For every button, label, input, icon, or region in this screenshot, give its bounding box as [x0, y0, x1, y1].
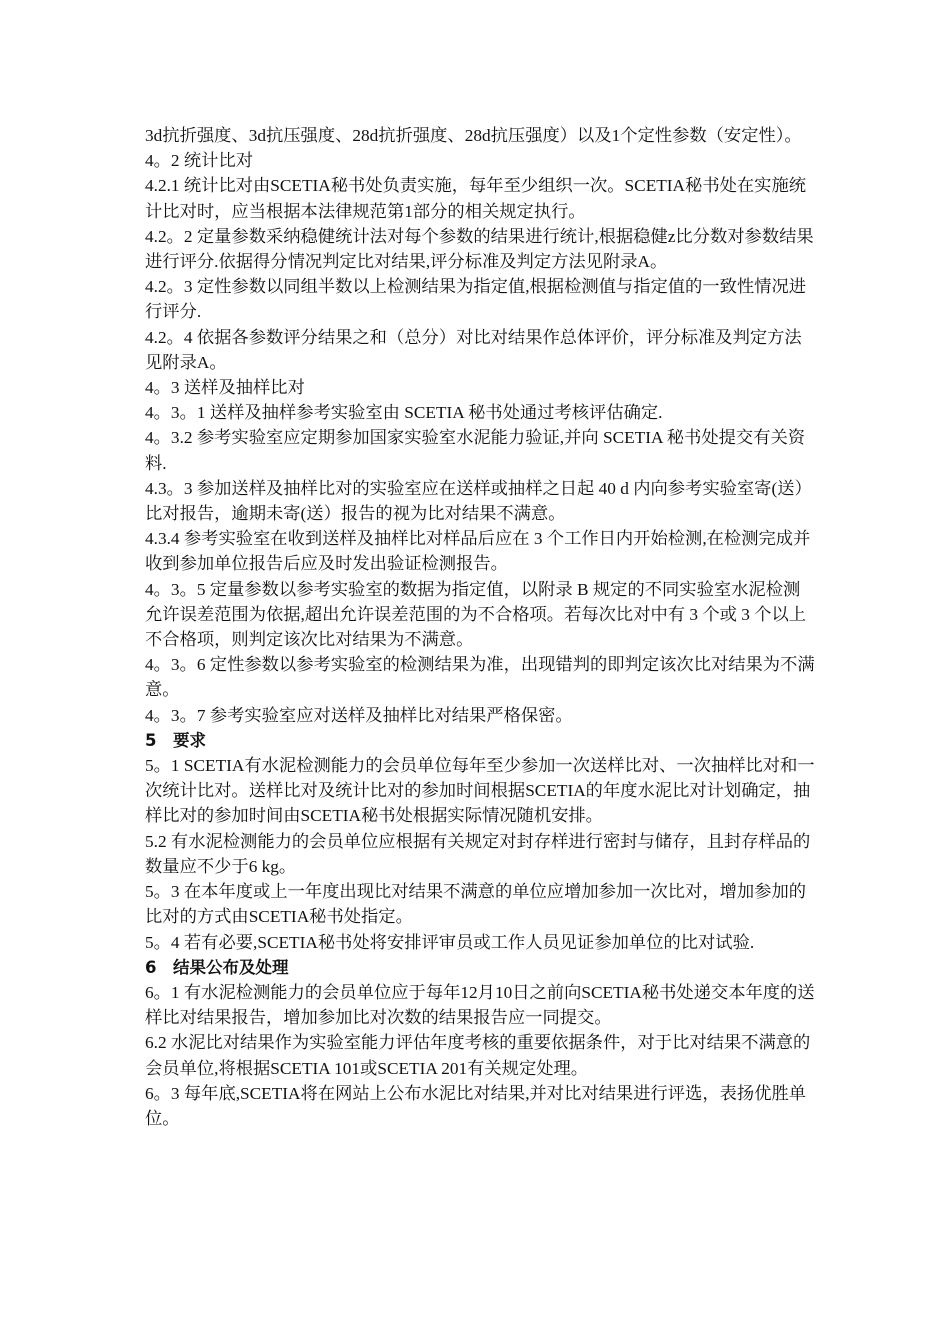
section-6-title: 结果公布及处理 — [173, 957, 289, 977]
paragraph-6-1: 6。1 有水泥检测能力的会员单位应于每年12月10日之前向SCETIA秘书处递交本年度的送样比对结果报告，增加参加比对次数的结果报告应一同提交。 — [145, 982, 815, 1028]
section-5-heading — [145, 728, 815, 753]
paragraph-4-3-3: 4.3。3 参加送样及抽样比对的实验室应在送样或抽样之日起 40 d 内向参考实验室寄(送）比对报告，逾期未寄(送）报告的视为比对结果不满意。 — [145, 478, 812, 524]
paragraph-4-2-4: 4.2。4 依据各参数评分结果之和（总分）对比对结果作总体评价，评分标准及判定方法见附录A。 — [145, 327, 802, 372]
paragraph-4-3-2: 4。3.2 参考实验室应定期参加国家实验室水泥能力验证,并向 SCETIA 秘书处提交有关资料. — [145, 428, 806, 473]
section-4-3-title: 4。3 送样及抽样比对 — [145, 378, 305, 398]
paragraph-4-3-4: 4.3.4 参考实验室在收到送样及抽样比对样品后应在 3 个工作日内开始检测,在检测完成并收到参加单位报告后应及时发出验证检测报告。 — [145, 529, 811, 574]
paragraph-5-1: 5。1 SCETIA有水泥检测能力的会员单位每年至少参加一次送样比对、一次抽样比对和一次统计比对。送样比对及统计比对的参加时间根据SCETIA的年度水泥比对计划确定，抽样比对的参加时间由SCETIA秘书处根据实际情况随机安排。 — [145, 756, 815, 826]
paragraph-4-3-7: 4。3。7 参考实验室应对送样及抽样比对结果严格保密。 — [145, 705, 573, 725]
section-6-heading — [145, 955, 815, 980]
paragraph-5-2: 5.2 有水泥检测能力的会员单位应根据有关规定对封存样进行密封与储存，且封存样品的数量应不少于6 kg。 — [145, 831, 811, 876]
section-6-number: 6 — [145, 957, 157, 977]
paragraph-4-2-1: 4.2.1 统计比对由SCETIA秘书处负责实施，每年至少组织一次。SCETIA秘书处在实施统计比对时，应当根据本法律规范第1部分的相关规定执行。 — [145, 176, 807, 221]
paragraph-4-3-6: 4。3。6 定性参数以参考实验室的检测结果为准，出现错判的即判定该次比对结果为不满意。 — [145, 655, 815, 700]
paragraph-4-3-5: 4。3。5 定量参数以参考实验室的数据为指定值，以附录 B 规定的不同实验室水泥检测允许误差范围为依据,超出允许误差范围的为不合格项。若每次比对中有 3 个或 3 个以上不合格项，则判定该次比对结果为不满意。 — [145, 579, 807, 650]
paragraph-4-3-1: 4。3。1 送样及抽样参考实验室由 SCETIA 秘书处通过考核评估确定. — [145, 403, 663, 423]
paragraph-4-2-3: 4.2。3 定性参数以同组半数以上检测结果为指定值,根据检测值与指定值的一致性情况进行评分. — [145, 277, 807, 322]
paragraph-4-2-2: 4.2。2 定量参数采纳稳健统计法对每个参数的结果进行统计,根据稳健z比分数对参数结果进行评分.依据得分情况判定比对结果,评分标准及判定方法见附录A。 — [145, 226, 814, 272]
section-4-2-title: 4。2 统计比对 — [145, 151, 254, 171]
section-5-number: 5 — [145, 730, 157, 750]
paragraph-5-3: 5。3 在本年度或上一年度出现比对结果不满意的单位应增加参加一次比对，增加参加的比对的方式由SCETIA秘书处指定。 — [145, 882, 807, 927]
section-5-title: 要求 — [173, 730, 206, 750]
paragraph-5-4: 5。4 若有必要,SCETIA秘书处将安排评审员或工作人员见证参加单位的比对试验. — [145, 932, 755, 952]
paragraph-stability-params: 3d抗折强度、3d抗压强度、28d抗折强度、28d抗压强度）以及1个定性参数（安定性）。 — [145, 126, 802, 145]
document-body — [145, 123, 815, 1131]
paragraph-6-3: 6。3 每年底,SCETIA将在网站上公布水泥比对结果,并对比对结果进行评选，表扬优胜单位。 — [145, 1083, 807, 1128]
paragraph-6-2: 6.2 水泥比对结果作为实验室能力评估年度考核的重要依据条件，对于比对结果不满意的会员单位,将根据SCETIA 101或SCETIA 201有关规定处理。 — [145, 1033, 811, 1078]
